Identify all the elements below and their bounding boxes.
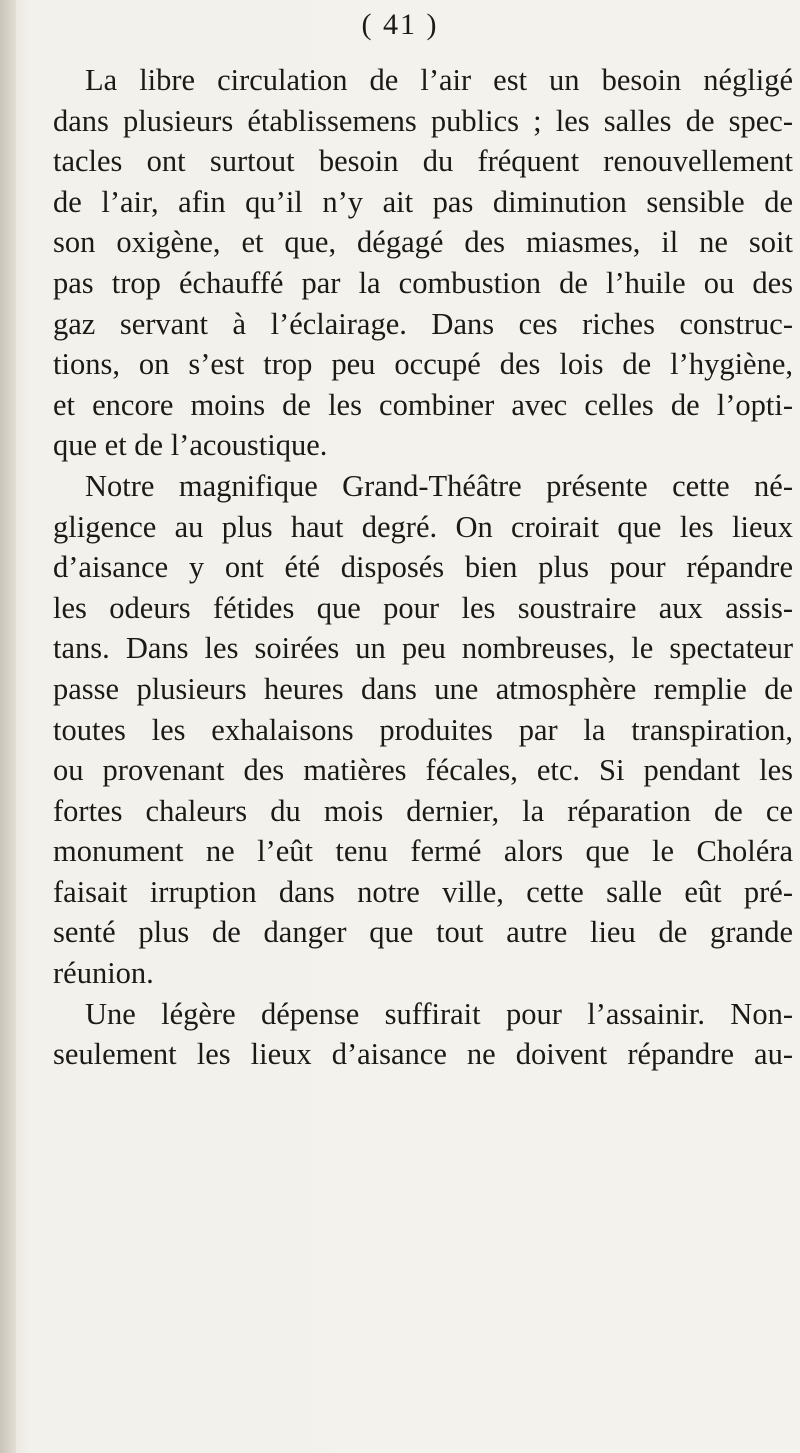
text-line: gaz servant à l’éclairage. Dans ces riches construc- — [53, 306, 793, 341]
text-line: de l’air, afin qu’il n’y ait pas diminution sensible de — [53, 184, 793, 219]
text-line: monument ne l’eût tenu fermé alors que le Choléra — [53, 834, 793, 869]
text-line: réunion. — [53, 956, 154, 991]
text-line: Notre magnifique Grand-Théâtre présente cette né- — [85, 468, 793, 503]
text-line: que et de l’acoustique. — [53, 428, 328, 463]
text-line: faisait irruption dans notre ville, cette salle eût pré- — [53, 874, 793, 909]
page-binding-edge — [0, 0, 16, 1453]
text-line: fortes chaleurs du mois dernier, la réparation de ce — [53, 793, 793, 828]
text-line: toutes les exhalaisons produites par la transpiration, — [53, 712, 793, 747]
text-line: tions, on s’est trop peu occupé des lois de l’hygiène, — [53, 347, 793, 382]
text-line: La libre circulation de l’air est un besoin négligé — [85, 63, 793, 97]
page-number: ( 41 ) — [361, 8, 439, 41]
text-line: les odeurs fétides que pour les soustraire aux assis- — [53, 590, 793, 625]
text-line: passe plusieurs heures dans une atmosphère remplie de — [53, 671, 793, 706]
text-line: Une légère dépense suffirait pour l’assainir. Non- — [85, 996, 793, 1031]
text-line: dans plusieurs établissemens publics ; les salles de spec- — [53, 103, 793, 138]
text-line: gligence au plus haut degré. On croirait que les lieux — [53, 509, 793, 544]
text-line: ou provenant des matières fécales, etc. Si pendant les — [53, 753, 793, 788]
text-line: senté plus de danger que tout autre lieu de grande — [53, 915, 793, 950]
body-text — [53, 60, 793, 1075]
text-line: et encore moins de les combiner avec celles de l’opti- — [53, 387, 793, 422]
text-line: pas trop échauffé par la combustion de l’huile ou des — [53, 265, 793, 300]
text-line: d’aisance y ont été disposés bien plus pour répandre — [53, 550, 793, 585]
text-line: seulement les lieux d’aisance ne doivent répandre au- — [53, 1037, 793, 1072]
text-line: tans. Dans les soirées un peu nombreuses, le spectateur — [53, 631, 793, 666]
text-line: tacles ont surtout besoin du fréquent renouvellement — [53, 144, 793, 179]
text-line: son oxigène, et que, dégagé des miasmes, il ne soit — [53, 225, 793, 260]
